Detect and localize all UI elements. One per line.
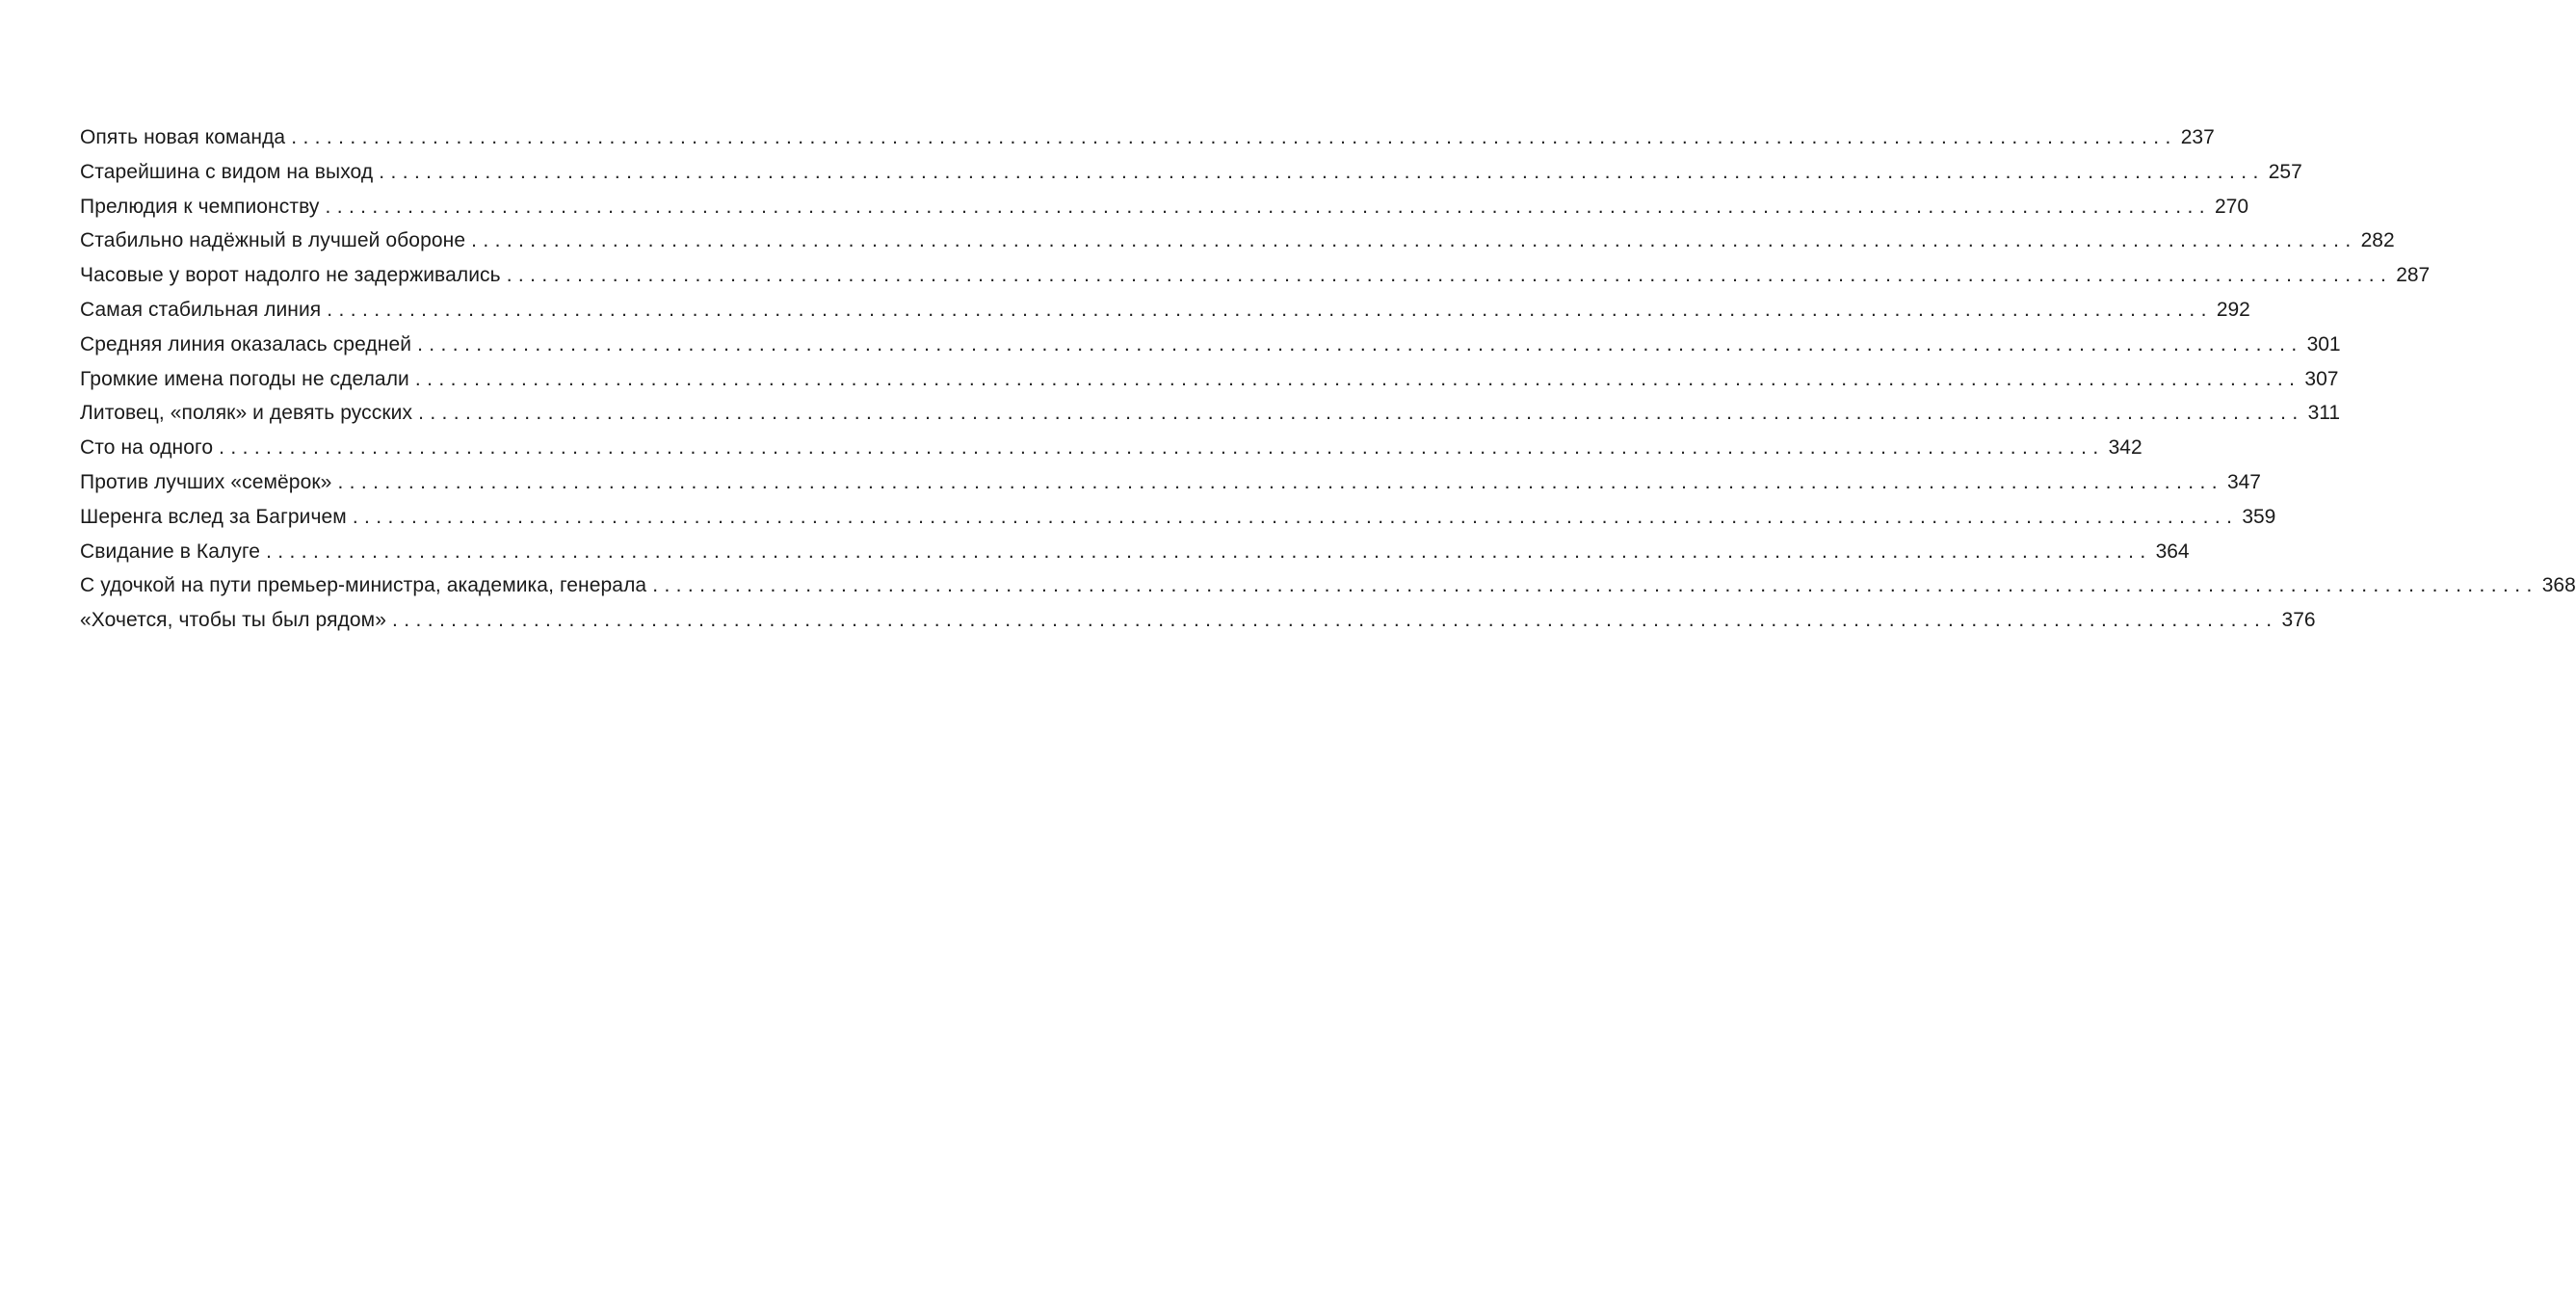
toc-entry (80, 431, 2142, 465)
toc-entry-page: 368 (2541, 574, 2576, 597)
toc-entry-title: Шеренга вслед за Багричем (80, 505, 347, 528)
toc-entry (80, 535, 2190, 569)
toc-entry-page: 282 (2360, 229, 2395, 252)
dot-leader: ................................................................................................................................................................ (219, 436, 2105, 460)
toc-entry-page: 376 (2281, 609, 2316, 632)
toc-entry (80, 224, 2395, 258)
toc-entry (80, 155, 2302, 190)
toc-entry-title: Стабильно надёжный в лучшей обороне (80, 229, 466, 252)
dot-leader: ................................................................................................................................................................ (379, 160, 2265, 183)
dot-leader: ................................................................................................................................................................ (471, 229, 2357, 252)
toc-entry-page: 257 (2268, 160, 2302, 183)
table-of-contents (80, 120, 2576, 638)
dot-leader: ................................................................................................................................................................ (325, 195, 2211, 218)
toc-entry-title: Свидание в Калуге (80, 540, 261, 563)
toc-entry-page: 292 (2216, 298, 2250, 321)
toc-entry (80, 362, 2339, 397)
dot-leader: ................................................................................................................................................................ (652, 574, 2538, 597)
dot-leader: ................................................................................................................................................................ (266, 540, 2152, 563)
dot-leader: ................................................................................................................................................................ (506, 264, 2393, 287)
toc-entry-title: С удочкой на пути премьер-министра, академика, генерала (80, 574, 647, 597)
toc-entry (80, 328, 2341, 362)
toc-entry-page: 364 (2155, 540, 2190, 563)
toc-entry-title: Средняя линия оказалась средней (80, 332, 412, 355)
dot-leader: ................................................................................................................................................................ (352, 505, 2239, 528)
dot-leader: ................................................................................................................................................................ (414, 367, 2301, 390)
toc-entry-page: 237 (2180, 126, 2215, 148)
dot-leader: ................................................................................................................................................................ (417, 332, 2303, 355)
dot-leader: ................................................................................................................................................................ (291, 126, 2177, 148)
toc-entry (80, 293, 2250, 328)
dot-leader: ................................................................................................................................................................ (327, 298, 2213, 321)
toc-entry (80, 190, 2249, 224)
toc-entry-page: 342 (2108, 436, 2142, 460)
toc-entry-title: Прелюдия к чемпионству (80, 195, 320, 218)
toc-entry-page: 307 (2304, 367, 2339, 390)
toc-entry-page: 270 (2214, 195, 2249, 218)
toc-entry-page: 311 (2307, 402, 2341, 425)
toc-entry-title: «Хочется, чтобы ты был рядом» (80, 609, 386, 632)
dot-leader: ................................................................................................................................................................ (337, 470, 2223, 493)
toc-entry (80, 465, 2261, 500)
toc-entry-page: 301 (2306, 332, 2341, 355)
toc-entry (80, 120, 2215, 155)
toc-entry-title: Сто на одного (80, 436, 214, 460)
toc-entry (80, 396, 2341, 431)
toc-entry-title: Громкие имена погоды не сделали (80, 367, 409, 390)
toc-entry-title: Против лучших «семёрок» (80, 470, 332, 493)
toc-entry (80, 258, 2431, 293)
dot-leader: ................................................................................................................................................................ (418, 402, 2304, 425)
toc-entry (80, 500, 2276, 535)
toc-entry-page: 287 (2396, 264, 2431, 287)
toc-entry (80, 603, 2316, 638)
toc-entry (80, 568, 2576, 603)
toc-entry-title: Старейшина с видом на выход (80, 160, 374, 183)
toc-entry-title: Литовец, «поляк» и девять русских (80, 402, 413, 425)
toc-entry-title: Самая стабильная линия (80, 298, 322, 321)
toc-entry-title: Часовые у ворот надолго не задерживались (80, 264, 501, 287)
dot-leader: ................................................................................................................................................................ (392, 609, 2278, 632)
toc-entry-page: 359 (2242, 505, 2276, 528)
toc-entry-page: 347 (2226, 470, 2261, 493)
toc-entry-title: Опять новая команда (80, 126, 286, 148)
